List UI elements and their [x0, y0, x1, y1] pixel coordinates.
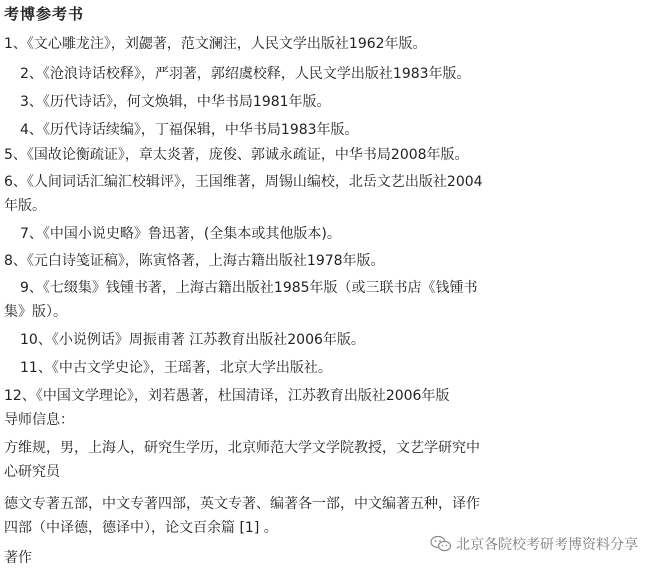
advisor-info-line-2: 心研究员 — [4, 464, 60, 480]
page-title: 考博参考书 — [4, 5, 85, 23]
advisor-works-line-2: 四部（中译德，德译中），论文百余篇 [1] 。 — [4, 520, 278, 536]
book-item-12: 12、《中国文学理论》，刘若愚著，杜国清译，江苏教育出版社2006年版 — [4, 388, 450, 404]
advisor-works-line-1: 德文专著五部，中文专著四部，英文专著、编著各一部，中文编著五种，译作 — [4, 496, 480, 512]
book-item-1: 1、《文心雕龙注》，刘勰著，范文澜注，人民文学出版社1962年版。 — [4, 36, 427, 52]
advisor-info-line-1: 方维规，男，上海人，研究生学历，北京师范大学文学院教授，文艺学研究中 — [4, 440, 480, 456]
book-item-5: 5、《国故论衡疏证》，章太炎著，庞俊、郭诚永疏证，中华书局2008年版。 — [4, 147, 469, 163]
book-item-3: 3、《历代诗话》，何文焕辑，中华书局1981年版。 — [20, 94, 331, 110]
book-item-11: 11、《中古文学史论》，王瑶著，北京大学出版社。 — [20, 360, 332, 376]
book-item-4: 4、《历代诗话续编》，丁福保辑，中华书局1983年版。 — [20, 122, 359, 138]
book-item-9-cont: 集》版）。 — [4, 304, 67, 320]
book-item-9: 9、《七缀集》钱锺书著，上海古籍出版社1985年版（或三联书店《钱锺书 — [20, 280, 478, 296]
book-item-8: 8、《元白诗笺证稿》，陈寅恪著，上海古籍出版社1978年版。 — [4, 253, 385, 269]
works-heading: 著作 — [4, 550, 32, 566]
watermark — [430, 534, 638, 554]
wechat-icon — [430, 535, 452, 553]
book-item-6-cont: 年版。 — [4, 198, 46, 214]
book-item-2: 2、《沧浪诗话校释》，严羽著，郭绍虞校释，人民文学出版社1983年版。 — [20, 66, 471, 82]
watermark-text: 北京各院校考研考博资料分享 — [456, 537, 638, 553]
book-item-7: 7、《中国小说史略》鲁迅著，(全集本或其他版本)。 — [20, 226, 341, 242]
advisor-heading: 导师信息： — [4, 412, 74, 428]
book-item-10: 10、《小说例话》周振甫著 江苏教育出版社2006年版。 — [20, 332, 365, 348]
book-item-6: 6、《人间词话汇编汇校辑评》，王国维著，周锡山编校，北岳文艺出版社2004 — [4, 174, 483, 190]
